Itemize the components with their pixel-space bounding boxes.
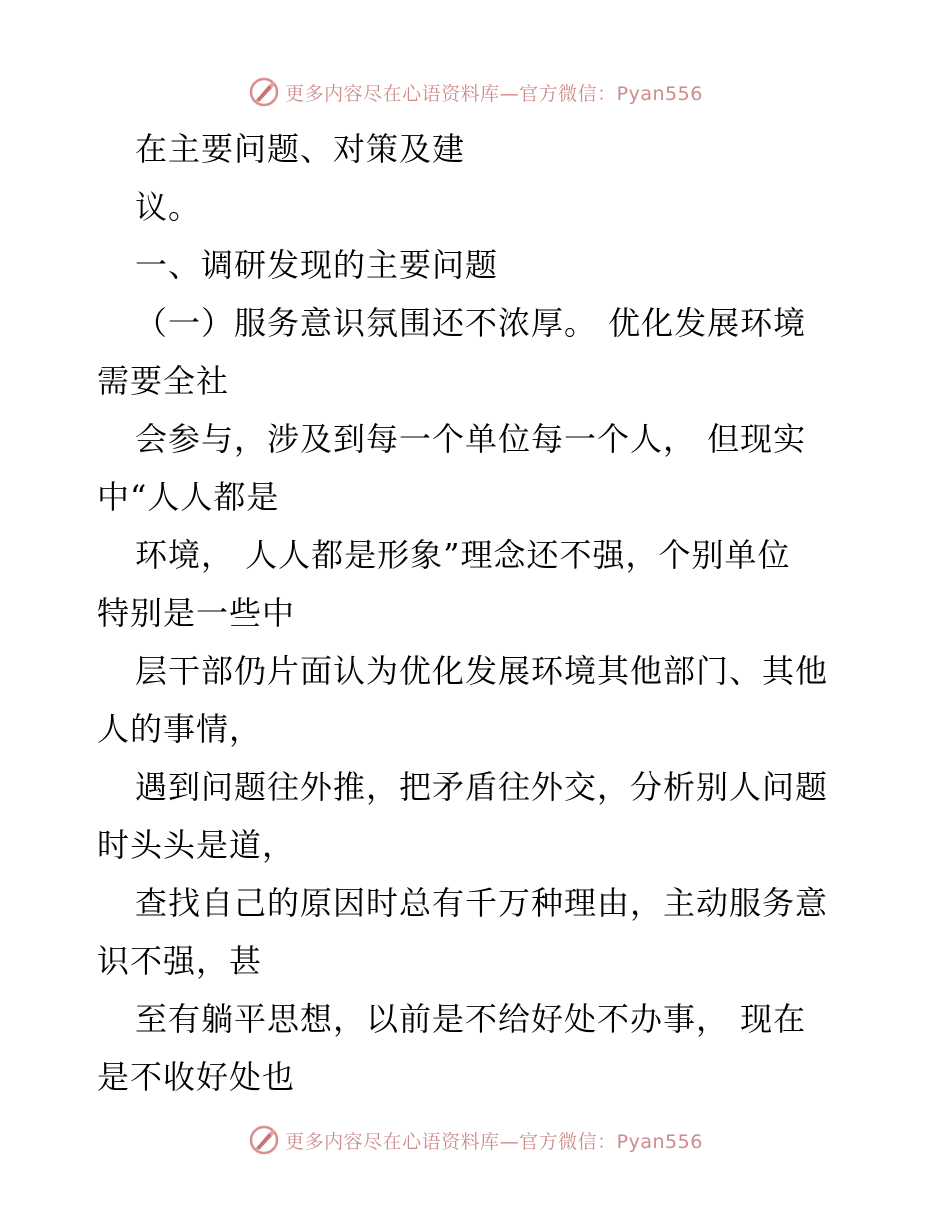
text-line: 人的事情， [97, 710, 263, 748]
text-line: 一、调研发现的主要问题 [135, 246, 499, 284]
text-line: 是不收好处也 [97, 1058, 296, 1096]
text-line: 遇到问题往外推，把矛盾往外交，分析别人问题 [135, 768, 829, 806]
text-line: （一）服务意识氛围还不浓厚。 优化发展环境 [135, 304, 807, 342]
watermark-text: 更多内容尽在心语资料库—官方微信：Pyan556 [285, 82, 703, 105]
text-line: 至有躺平思想，以前是不给好处不办事， 现在 [135, 1000, 807, 1038]
text-line: 查找自己的原因时总有千万种理由，主动服务意 [135, 884, 829, 922]
pen-logo-icon [247, 1123, 281, 1157]
text-line: 特别是一些中 [97, 594, 296, 632]
watermark-text: 更多内容尽在心语资料库—官方微信：Pyan556 [285, 1130, 703, 1153]
document-body [97, 120, 857, 1106]
text-line: 需要全社 [97, 362, 230, 400]
text-line: 识不强，甚 [97, 942, 263, 980]
text-line: 中“人人都是 [97, 478, 280, 516]
text-line: 时头头是道， [97, 826, 296, 864]
footer-watermark [0, 1120, 950, 1160]
text-line: 层干部仍片面认为优化发展环境其他部门、其他 [135, 652, 829, 690]
header-watermark [0, 72, 950, 112]
text-line: 环境， 人人都是形象”理念还不强，个别单位 [135, 536, 791, 574]
pen-logo-icon [247, 75, 281, 109]
text-line: 会参与，涉及到每一个单位每一个人， 但现实 [135, 420, 807, 458]
text-line: 在主要问题、对策及建 [135, 130, 466, 168]
text-line: 议。 [135, 188, 202, 226]
